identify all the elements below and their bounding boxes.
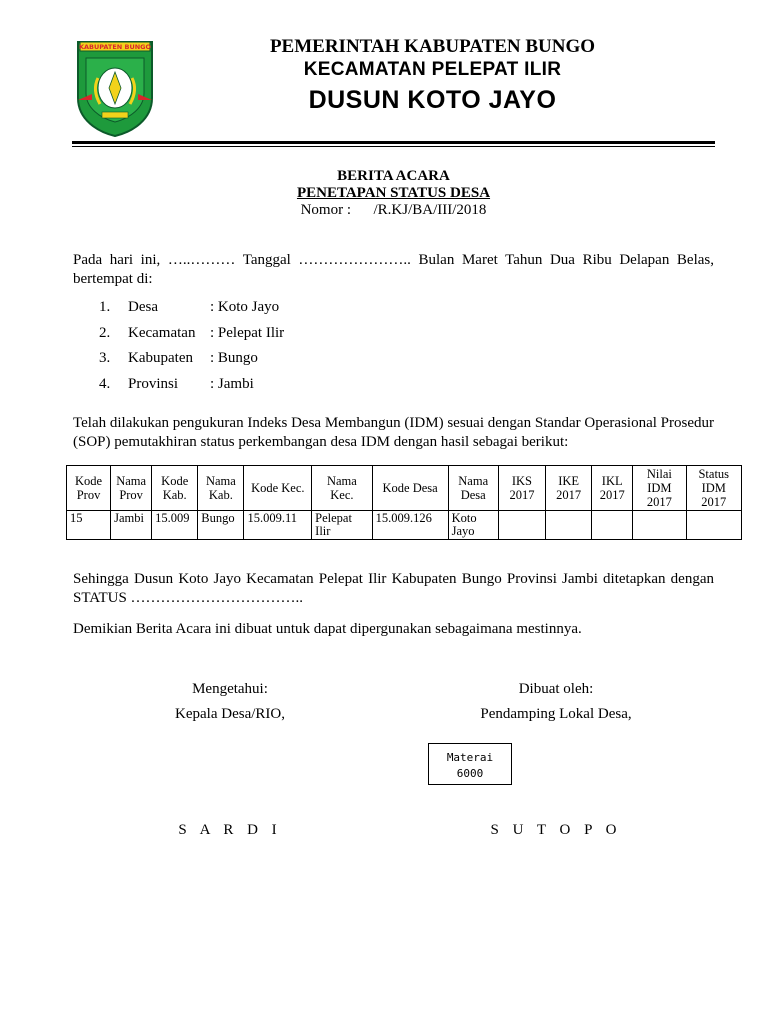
table-row (67, 511, 742, 540)
list-item-number: 4. (99, 375, 111, 392)
left-signature-name: S A R D I (178, 822, 282, 838)
letterhead-village: DUSUN KOTO JAYO (308, 86, 557, 114)
letterhead-rule-thin (72, 146, 715, 147)
table-header-cell: IKS 2017 (498, 466, 545, 511)
table-cell: 15.009.126 (372, 511, 448, 540)
intro-paragraph: Pada hari ini, …..……… Tanggal ………………….. Bulan Maret Tahun Dua Ribu Delapan Belas, bertempat di: (73, 252, 714, 287)
table-header-cell: Kode Desa (372, 466, 448, 511)
measurement-paragraph: Telah dilakukan pengukuran Indeks Desa Membangun (IDM) sesuai dengan Standar Operasional Prosedur (SOP) pemutakhiran status perkembangan desa IDM dengan hasil sebagai berikut: (73, 415, 714, 450)
table-header-cell: Nama Prov (111, 466, 152, 511)
table-cell (546, 511, 592, 540)
list-item-number: 2. (99, 324, 111, 341)
table-header-cell: Kode Kab. (152, 466, 198, 511)
list-item-value: : Bungo (210, 350, 258, 366)
table-header-cell: Nama Desa (448, 466, 498, 511)
list-item-value: : Koto Jayo (210, 299, 280, 315)
table-header-cell: Nama Kab. (198, 466, 244, 511)
table-header-cell: IKL 2017 (592, 466, 633, 511)
table-cell: 15.009.11 (244, 511, 312, 540)
list-item-value: : Pelepat Ilir (210, 324, 285, 341)
table-cell: Koto Jayo (448, 511, 498, 540)
table-cell (686, 511, 741, 540)
list-item-number: 1. (99, 299, 111, 315)
table-header-row (67, 466, 742, 511)
document-subtitle: PENETAPAN STATUS DESA (296, 185, 491, 201)
logo-banner-text: KABUPATEN BUNGO (78, 43, 152, 51)
materai-value: 6000 (456, 767, 484, 780)
conclusion-paragraph: Sehingga Dusun Koto Jayo Kecamatan Pelepat Ilir Kabupaten Bungo Provinsi Jambi ditetapkan dengan STATUS …………………………….. (73, 571, 714, 606)
table-header-cell: Nilai IDM 2017 (633, 466, 686, 511)
table-header-cell: Kode Prov (67, 466, 111, 511)
list-item-number: 3. (99, 350, 111, 366)
list-item-key: Provinsi (128, 375, 179, 392)
table-cell (633, 511, 686, 540)
right-signature-role: Pendamping Lokal Desa, (480, 706, 632, 722)
table-header-cell: Nama Kec. (312, 466, 373, 511)
table-cell: 15 (67, 511, 111, 540)
table-cell (498, 511, 545, 540)
right-signature-name: S U T O P O (490, 822, 622, 838)
document-number: Nomor : /R.KJ/BA/III/2018 (300, 202, 487, 218)
closing-paragraph: Demikian Berita Acara ini dibuat untuk dapat dipergunakan sebagaimana mestinnya. (73, 621, 582, 637)
table-cell: Jambi (111, 511, 152, 540)
table-cell (592, 511, 633, 540)
table-cell: Pelepat Ilir (312, 511, 373, 540)
idm-table (66, 465, 742, 540)
left-signature-label: Mengetahui: (192, 681, 268, 697)
list-item-key: Kecamatan (128, 324, 196, 341)
table-cell: Bungo (198, 511, 244, 540)
materai-label: Materai (446, 751, 494, 764)
regency-logo (74, 38, 156, 138)
right-signature-label: Dibuat oleh: (518, 681, 594, 697)
list-item-value: : Jambi (210, 375, 254, 392)
list-item-key: Kabupaten (128, 350, 193, 366)
letterhead-rule-thick (72, 141, 715, 144)
list-item-key: Desa (128, 299, 158, 315)
left-signature-role: Kepala Desa/RIO, (175, 706, 285, 722)
table-header-cell: Kode Kec. (244, 466, 312, 511)
document-title: BERITA ACARA (337, 168, 450, 184)
table-cell: 15.009 (152, 511, 198, 540)
letterhead-government: PEMERINTAH KABUPATEN BUNGO (269, 36, 596, 57)
materai-stamp-box (428, 743, 512, 785)
table-header-cell: IKE 2017 (546, 466, 592, 511)
table-header-cell: Status IDM 2017 (686, 466, 741, 511)
letterhead-district: KECAMATAN PELEPAT ILIR (303, 59, 562, 80)
